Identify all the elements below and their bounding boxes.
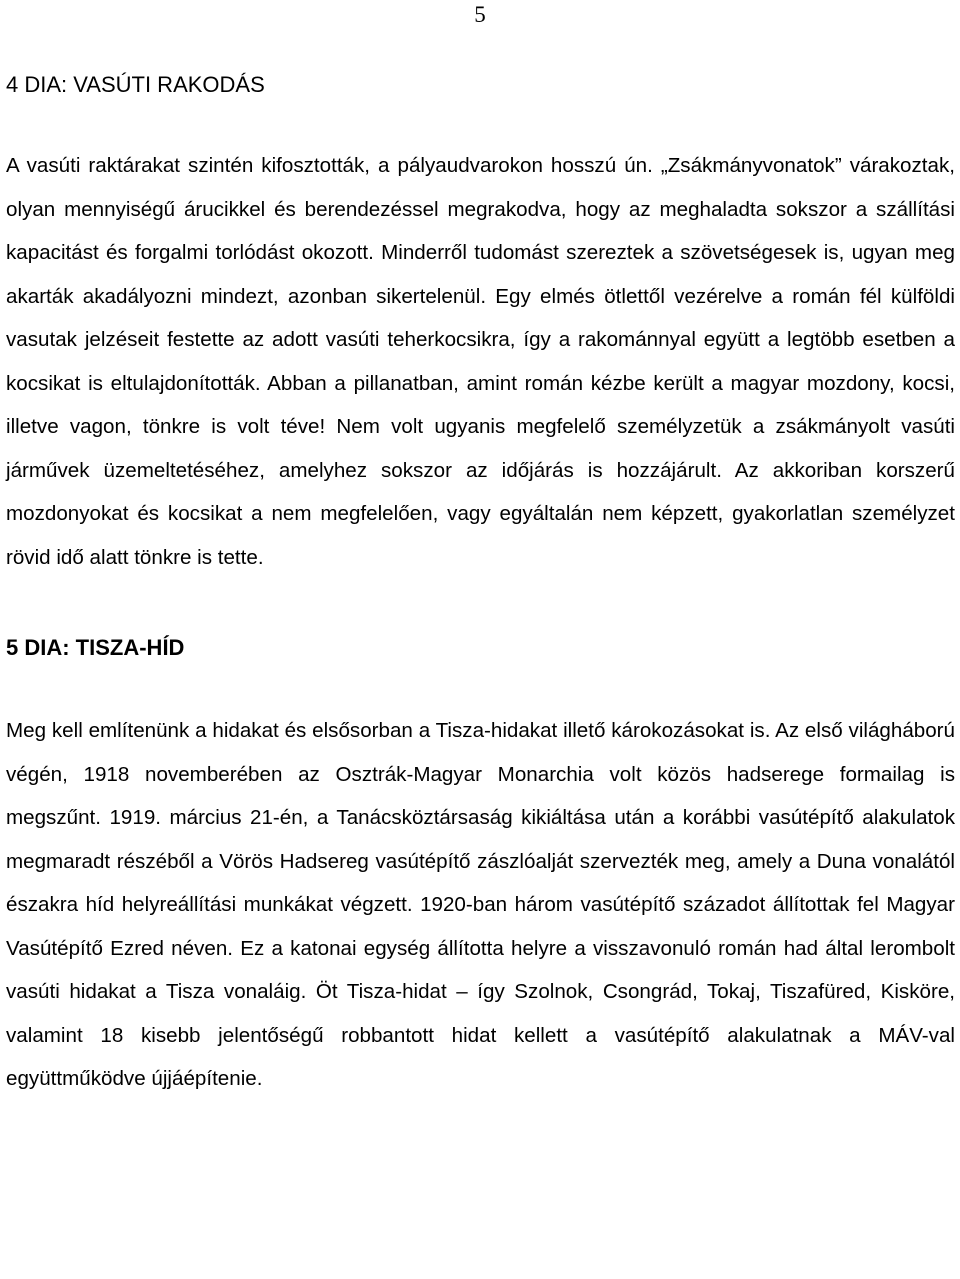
page-number: 5: [474, 2, 486, 27]
section-heading-vasuti-rakodas: 4 DIA: VASÚTI RAKODÁS: [6, 72, 265, 97]
section-paragraph-vasuti-rakodas: A vasúti raktárakat szintén kifosztották, a pályaudvarokon hosszú ún. „Zsákmányvonatok” várakoztak, olyan mennyiségű árucikkel és berendezéssel megrakodva, hogy az meghaladta sokszor a szállítási kapacitást és forgalmi torlódást okozott. Minderről tudomást szereztek a szövetségesek is, ugyan meg akarták akadályozni mindezt, azonban sikertelenül. Egy elmés ötlettől vezérelve a román fél külföldi vasutak jelzéseit festette az adott vasúti teherkocsikra, így a rakománnyal együtt a legtöbb esetben a kocsikat is eltulajdonították. Abban a pillanatban, amint román kézbe került a magyar mozdony, kocsi, illetve vagon, tönkre is volt téve! Nem volt ugyanis megfelelő személyzetük a zsákmányolt vasúti járművek üzemeltetéséhez, amelyhez sokszor az időjárás is hozzájárult. Az akkoriban korszerű mozdonyokat és kocsikat a nem megfelelően, vagy egyáltalán nem képzett, gyakorlatlan személyzet rövid idő alatt tönkre is tette.: [6, 154, 955, 569]
section-paragraph-tisza-hid: Meg kell említenünk a hidakat és elsősorban a Tisza-hidakat illető károkozásokat is. Az első világháború végén, 1918 novemberében az Osztrák-Magyar Monarchia volt közös hadserege formailag is megszűnt. 1919. március 21-én, a Tanácsköztársaság kikiáltása után a korábbi vasútépítő alakulatok megmaradt részéből a Vörös Hadsereg vasútépítő zászlóalját szervezték meg, amely a Duna vonalától északra híd helyreállítási munkákat végzett. 1920-ban három vasútépítő századot állítottak fel Magyar Vasútépítő Ezred néven. Ez a katonai egység állította helyre a visszavonuló román had által lerombolt vasúti hidakat a Tisza vonaláig. Öt Tisza-hidat – így Szolnok, Csongrád, Tokaj, Tiszafüred, Kisköre, valamint 18 kisebb jelentőségű robbantott hidat kellett a vasútépítő alakulatnak a MÁV-val együttműködve újjáépítenie.: [6, 719, 955, 1090]
document-body: [6, 70, 955, 1101]
section-heading-tisza-hid: 5 DIA: TISZA-HÍD: [6, 635, 185, 660]
